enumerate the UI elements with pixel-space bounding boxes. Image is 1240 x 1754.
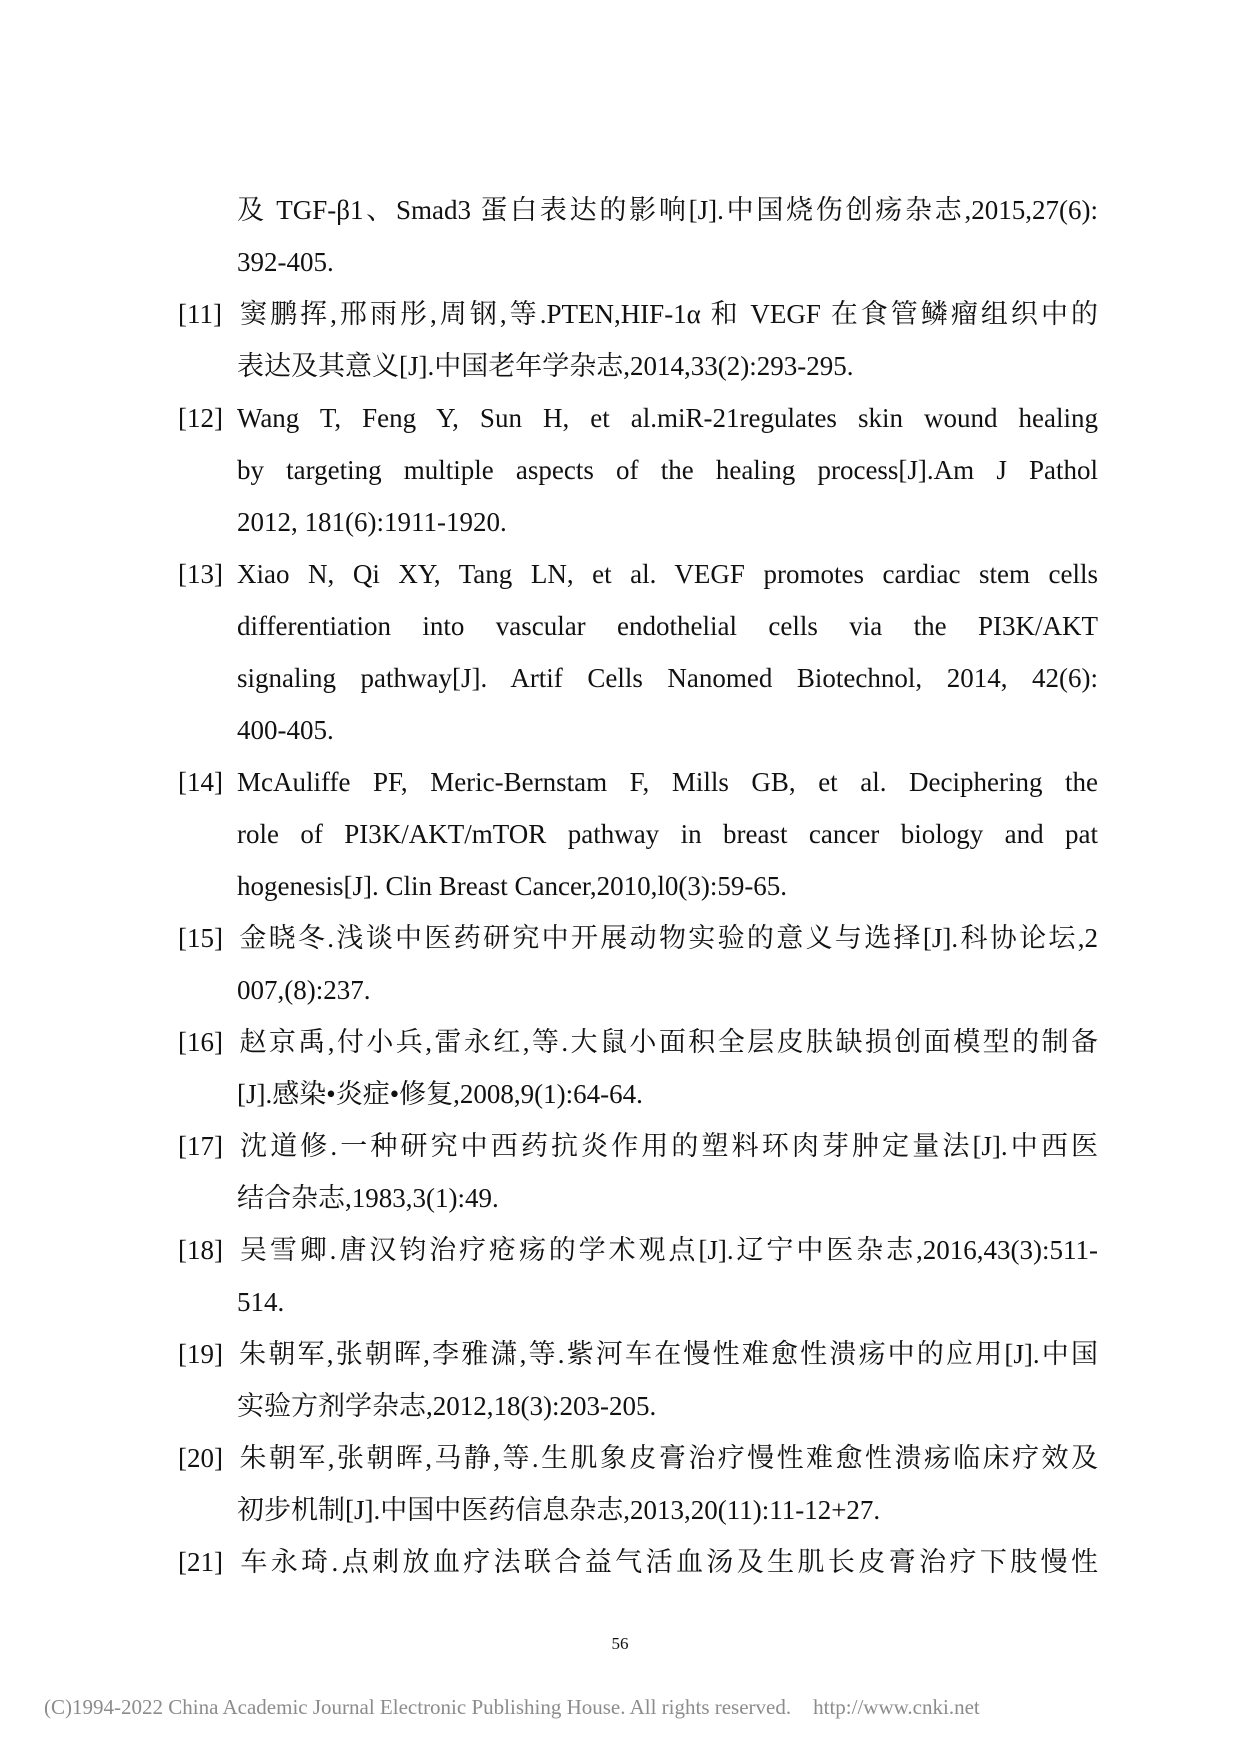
reference-continuation-line [178,1380,1098,1432]
reference-continuation-line [178,496,1098,548]
reference-text: 007,(8):237. [237,975,371,1005]
reference-entry-line [178,548,1098,600]
reference-text: 窦鹏挥,邢雨彤,周钢,等.PTEN,HIF-1α 和 VEGF 在食管鳞瘤组织中的 [237,299,1098,329]
reference-entry-line [178,392,1098,444]
reference-text: [J].感染•炎症•修复,2008,9(1):64-64. [237,1079,643,1109]
reference-number: [17] [178,1131,223,1161]
copyright-footer [44,1695,980,1719]
reference-list [178,184,1098,1588]
reference-continuation-line [178,1068,1098,1120]
reference-continuation-line [178,236,1098,288]
copyright-text: (C)1994-2022 China Academic Journal Electronic Publishing House. All rights reserved. [44,1695,792,1719]
reference-number: [13] [178,559,223,589]
reference-text: Xiao N, Qi XY, Tang LN, et al. VEGF promotes cardiac stem cells [237,559,1098,589]
reference-entry-line [178,1536,1098,1588]
reference-text: hogenesis[J]. Clin Breast Cancer,2010,l0(3):59-65. [237,871,788,901]
reference-continuation-line [178,1484,1098,1536]
reference-entry-line [178,756,1098,808]
reference-entry-line [178,1432,1098,1484]
reference-entry-line [178,288,1098,340]
reference-text: 392-405. [237,247,334,277]
reference-entry-line [178,1016,1098,1068]
reference-number: [18] [178,1235,223,1265]
reference-text: 400-405. [237,715,334,745]
reference-text: 朱朝军,张朝晖,马静,等.生肌象皮膏治疗慢性难愈性溃疡临床疗效及 [237,1443,1098,1473]
reference-entry-line [178,1120,1098,1172]
reference-text: 结合杂志,1983,3(1):49. [237,1183,499,1213]
reference-text: 沈道修.一种研究中西药抗炎作用的塑料环肉芽肿定量法[J].中西医 [237,1131,1098,1161]
reference-text: 朱朝军,张朝晖,李雅潇,等.紫河车在慢性难愈性溃疡中的应用[J].中国 [237,1339,1098,1369]
reference-text: role of PI3K/AKT/mTOR pathway in breast cancer biology and pat [237,819,1098,849]
footer-url[interactable]: http://www.cnki.net [813,1695,980,1719]
reference-text: by targeting multiple aspects of the healing process[J].Am J Pathol [237,455,1098,485]
reference-continuation-line [178,340,1098,392]
reference-text: 车永琦.点刺放血疗法联合益气活血汤及生肌长皮膏治疗下肢慢性 [237,1547,1098,1577]
reference-text: 初步机制[J].中国中医药信息杂志,2013,20(11):11-12+27. [237,1495,881,1525]
reference-text: 514. [237,1287,285,1317]
reference-continuation-line [178,652,1098,704]
reference-number: [11] [178,299,222,329]
reference-text: 吴雪卿.唐汉钧治疗疮疡的学术观点[J].辽宁中医杂志,2016,43(3):511- [237,1235,1098,1265]
reference-text: 及 TGF-β1、Smad3 蛋白表达的影响[J].中国烧伤创疡杂志,2015,27(6): [237,195,1098,225]
reference-number: [19] [178,1339,223,1369]
reference-number: [12] [178,403,223,433]
reference-number: [15] [178,923,223,953]
reference-continuation-line [178,184,1098,236]
reference-number: [16] [178,1027,223,1057]
reference-text: 赵京禹,付小兵,雷永红,等.大鼠小面积全层皮肤缺损创面模型的制备 [237,1027,1098,1057]
reference-continuation-line [178,704,1098,756]
reference-continuation-line [178,1276,1098,1328]
reference-text: 表达及其意义[J].中国老年学杂志,2014,33(2):293-295. [237,351,854,381]
reference-entry-line [178,1328,1098,1380]
reference-text: signaling pathway[J]. Artif Cells Nanomed Biotechnol, 2014, 42(6): [237,663,1098,693]
reference-text: 实验方剂学杂志,2012,18(3):203-205. [237,1391,657,1421]
reference-entry-line [178,1224,1098,1276]
reference-continuation-line [178,808,1098,860]
reference-text: McAuliffe PF, Meric-Bernstam F, Mills GB, et al. Deciphering the [237,767,1098,797]
reference-continuation-line [178,444,1098,496]
reference-text: differentiation into vascular endothelial cells via the PI3K/AKT [237,611,1098,641]
reference-text: 金晓冬.浅谈中医药研究中开展动物实验的意义与选择[J].科协论坛,2 [237,923,1098,953]
reference-entry-line [178,912,1098,964]
reference-continuation-line [178,1172,1098,1224]
reference-continuation-line [178,964,1098,1016]
reference-continuation-line [178,600,1098,652]
reference-number: [21] [178,1547,223,1577]
reference-continuation-line [178,860,1098,912]
reference-text: Wang T, Feng Y, Sun H, et al.miR-21regulates skin wound healing [237,403,1098,433]
reference-text: 2012, 181(6):1911-1920. [237,507,507,537]
page-number: 56 [611,1634,629,1653]
reference-number: [20] [178,1443,223,1473]
reference-number: [14] [178,767,223,797]
